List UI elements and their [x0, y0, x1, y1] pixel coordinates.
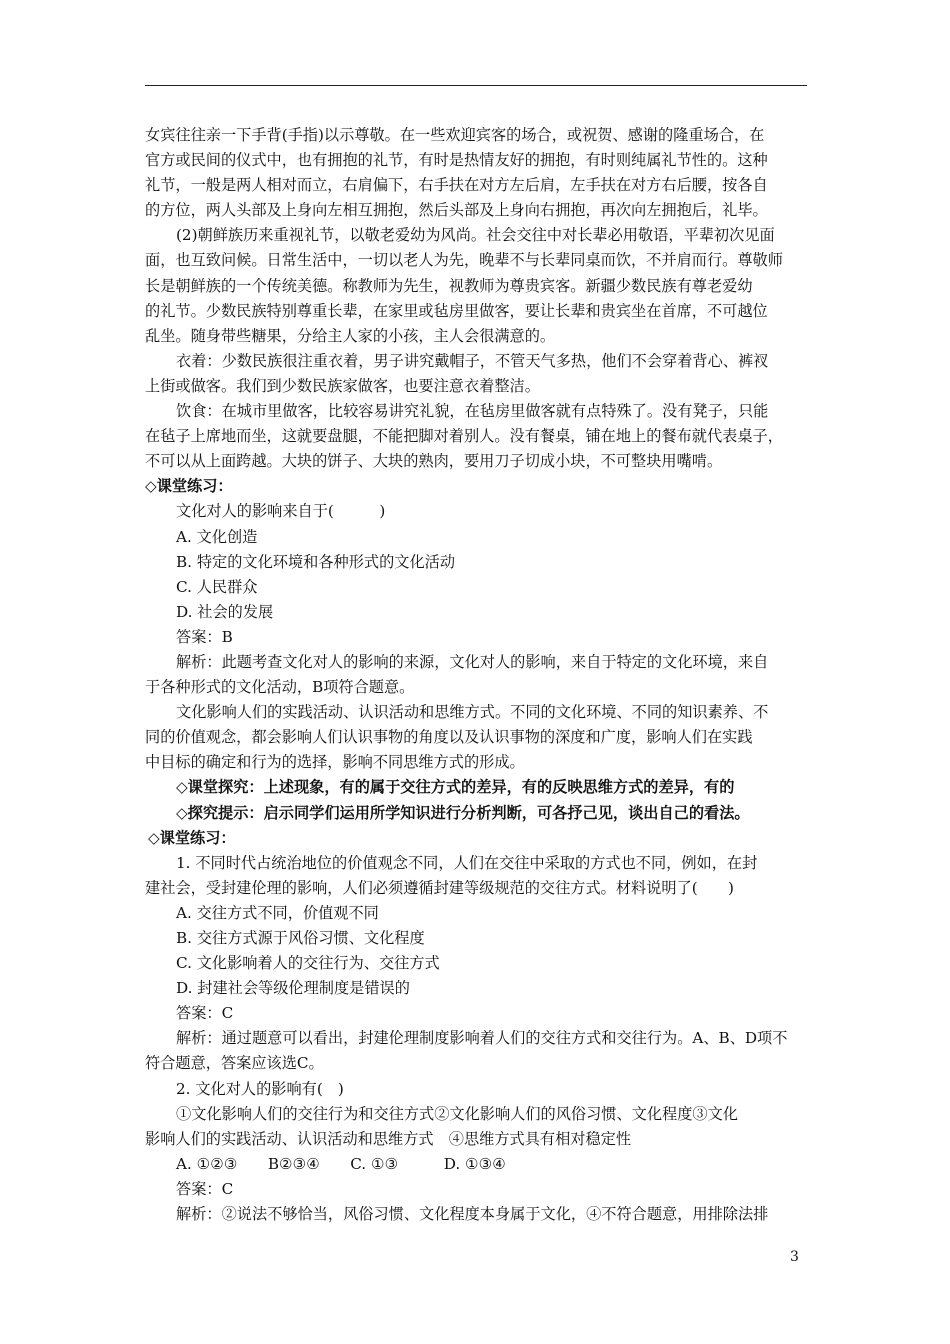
answer-option: A. 交往方式不同，价值观不同	[176, 903, 379, 922]
text-line: 饮食：在城市里做客，比较容易讲究礼貌，在毡房里做客就有点特殊了。没有凳子，只能	[176, 402, 769, 421]
section-heading: ◇探究提示：启示同学们运用所学知识进行分析判断，可各抒己见，谈出自己的看法。	[176, 803, 750, 822]
text-line: 官方或民间的仪式中，也有拥抱的礼节，有时是热情友好的拥抱，有时则纯属礼节性的。这种	[145, 151, 768, 170]
answer-option: D. 封建社会等级伦理制度是错误的	[176, 979, 410, 998]
answer-option: C. 人民群众	[176, 577, 258, 596]
answer-text: 答案：C	[176, 1004, 234, 1023]
text-line: 面，也互致问候。日常生活中，一切以老人为先，晚辈不与长辈同桌而饮，不并肩而行。尊敬师	[145, 251, 783, 270]
text-line: 解析：通过题意可以看出，封建伦理制度影响着人们的交往方式和交往行为。A、B、D项不	[176, 1029, 788, 1048]
text-line: 上街或做客。我们到少数民族家做客，也要注意衣着整洁。	[145, 376, 540, 395]
text-line: (2)朝鲜族历来重视礼节，以敬老爱幼为风尚。社会交往中对长辈必用敬语，平辈初次见面	[176, 226, 775, 245]
text-line: 礼节，一般是两人相对而立，右肩偏下，右手扶在对方左后肩，左手扶在对方右后腰，按各自	[145, 176, 768, 195]
text-line: ①文化影响人们的交往行为和交往方式②文化影响人们的风俗习惯、文化程度③文化	[176, 1104, 738, 1123]
question-stem: 1. 不同时代占统治地位的价值观念不同，人们在交往中采取的方式也不同，例如，在封	[176, 853, 758, 872]
text-line: 解析：②说法不够恰当，风俗习惯、文化程度本身属于文化，④不符合题意，用排除法排	[176, 1205, 769, 1224]
section-heading: ◇课堂练习：	[145, 477, 233, 496]
text-line: 于各种形式的文化活动，B项符合题意。	[145, 678, 415, 697]
text-line: 的礼节。少数民族特别尊重长辈，在家里或毡房里做客，要让长辈和贵宾坐在首席，不可越位	[145, 301, 768, 320]
text-line: 乱坐。随身带些糖果，分给主人家的小孩，主人会很满意的。	[145, 326, 556, 345]
answer-option: D. 社会的发展	[176, 602, 274, 621]
answer-option: A. 文化创造	[176, 527, 258, 546]
document-body	[145, 123, 807, 1227]
text-line: 衣着：少数民族很注重衣着，男子讲究戴帽子，不管天气多热，他们不会穿着背心、裤衩	[176, 351, 769, 370]
answer-option: B. 特定的文化环境和各种形式的文化活动	[176, 552, 456, 571]
text-line: 解析：此题考查文化对人的影响的来源，文化对人的影响，来自于特定的文化环境，来自	[176, 652, 769, 671]
text-line: 同的价值观念，都会影响人们认识事物的角度以及认识事物的深度和广度，影响人们在实践	[145, 728, 753, 747]
section-heading: ◇课堂探究：上述现象，有的属于交往方式的差异，有的反映思维方式的差异，有的	[176, 778, 735, 797]
answer-option: C. 文化影响着人的交往行为、交往方式	[176, 954, 440, 973]
question-stem: 文化对人的影响来自于( )	[176, 502, 386, 521]
text-line: 中目标的确定和行为的选择，影响不同思维方式的形成。	[145, 753, 525, 772]
answer-option: B. 交往方式源于风俗习惯、文化程度	[176, 929, 425, 947]
section-heading: ◇课堂练习：	[148, 828, 236, 847]
text-line: 在毡子上席地而坐，这就要盘腿，不能把脚对着别人。没有餐桌，铺在地上的餐布就代表桌子，	[145, 427, 783, 446]
text-line: 长是朝鲜族的一个传统美德。称教师为先生，视教师为尊贵宾客。新疆少数民族有尊老爱幼	[145, 276, 753, 295]
text-line: 女宾往往亲一下手背(手指)以示尊敬。在一些欢迎宾客的场合，或祝贺、感谢的隆重场合，在	[145, 126, 765, 144]
answer-text: 答案：C	[176, 1179, 234, 1198]
text-line: 影响人们的实践活动、认识活动和思维方式 ④思维方式具有相对稳定性	[145, 1129, 631, 1148]
text-line: 不可以从上面跨越。大块的饼子、大块的熟肉，要用刀子切成小块，不可整块用嘴啃。	[145, 452, 723, 471]
answer-text: 答案：B	[176, 627, 233, 646]
page-number: 3	[790, 1249, 799, 1265]
text-line: 符合题意，答案应该选C。	[145, 1054, 324, 1073]
text-line: 的方位，两人头部及上身向左相互拥抱，然后头部及上身向右拥抱，再次向左拥抱后，礼毕。	[145, 201, 768, 220]
header-rule	[145, 85, 807, 86]
text-line: 建社会，受封建伦理的影响，人们必须遵循封建等级规范的交往方式。材料说明了( )	[145, 878, 734, 897]
text-line: 文化影响人们的实践活动、认识活动和思维方式。不同的文化环境、不同的知识素养、不	[176, 703, 769, 722]
answer-options-row: A. ①②③ B②③④ C. ①③ D. ①③④	[176, 1154, 506, 1173]
question-stem: 2. 文化对人的影响有( )	[176, 1079, 344, 1098]
